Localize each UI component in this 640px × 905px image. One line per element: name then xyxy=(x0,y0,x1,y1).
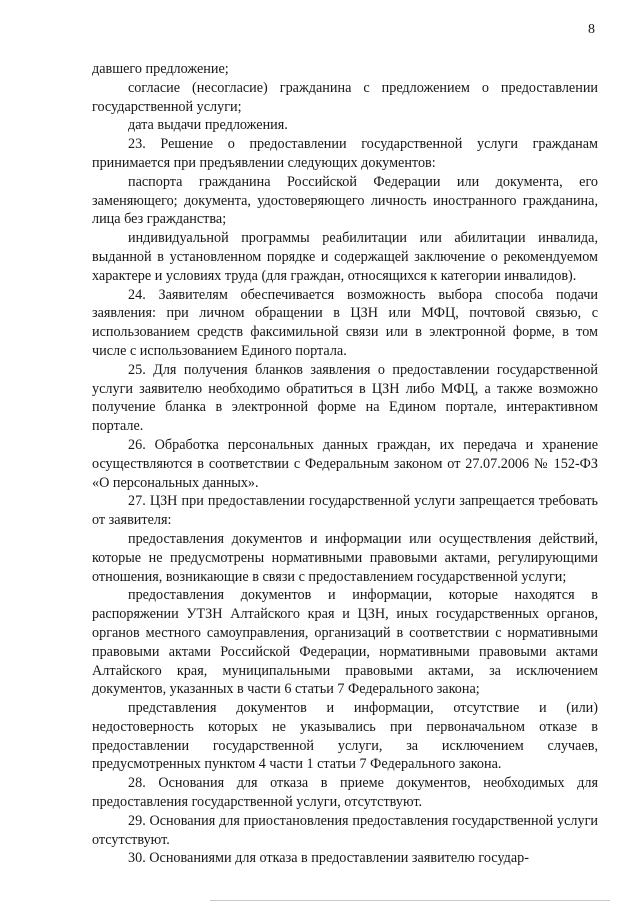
paragraph-27: 27. ЦЗН при предоставлении государственной услуги запрещается требовать от заявителя: xyxy=(92,493,598,529)
paragraph-24: 24. Заявителям обеспечивается возможность выбора способа подачи заявления: при личном обращении в ЦЗН или МФЦ, почтовой связью, с использованием средств факсимильной связи или в электронной форме, в том числе с использованием Единого портала. xyxy=(92,286,598,359)
paragraph-29: 29. Основания для приостановления предоставления государственной услуги отсутствуют. xyxy=(92,812,598,848)
paragraph-23: 23. Решение о предоставлении государственной услуги гражданам принимается при предъявлении следующих документов: xyxy=(92,136,598,171)
paragraph-offer-date: дата выдачи предложения. xyxy=(128,117,288,134)
paragraph-28: 28. Основания для отказа в приеме документов, необходимых для предоставления государственной услуги, отсутствуют. xyxy=(92,775,598,811)
paragraph-30: 30. Основаниями для отказа в предоставлении заявителю государ- xyxy=(128,850,529,867)
paragraph-27-actions: предоставления документов и информации или осуществления действий, которые не предусмотрены нормативными правовыми актами, регулирующими отношения, возникающие в связи с предоставлением государственной услуги; xyxy=(92,530,598,585)
paragraph-passport: паспорта гражданина Российской Федерации или документа, его заменяющего; документа, удостоверяющего личность иностранного гражданина, лица без гражданства; xyxy=(92,173,598,228)
paragraph-offer-author: давшего предложение; xyxy=(92,61,229,77)
paragraph-27-missing: представления документов и информации, отсутствие и (или) недостоверность которых не указывались при первоначальном отказе в предоставлении государственной услуги, за исключением случаев, предусмотренных пунктом 4 части 1 статьи 7 Федерального закона. xyxy=(92,700,598,773)
paragraph-rehab-program: индивидуальной программы реабилитации или абилитации инвалида, выданной в установленном порядке и содержащей заключение о рекомендуемом характере и условиях труда (для граждан, относящихся к категории инвалидов). xyxy=(92,230,598,284)
paragraph-25: 25. Для получения бланков заявления о предоставлении государственной услуги заявителю необходимо обратиться в ЦЗН либо МФЦ, а также возможно получение бланка в электронной форме на Едином портале, интерактивном портале. xyxy=(92,361,598,435)
page-number: 8 xyxy=(588,22,595,37)
paragraph-27-documents: предоставления документов и информации, которые находятся в распоряжении УТЗН Алтайского края и ЦЗН, иных государственных органов, органов местного самоуправления, организаций в соответствии с нормативными правовыми актами Российской Федерации, нормативными правовыми актами Алтайского края, муниципальными правовыми актами, за исключением документов, указанных в части 6 статьи 7 Федерального закона; xyxy=(92,587,598,698)
paragraph-26: 26. Обработка персональных данных граждан, их передача и хранение осуществляются в соответствии с Федеральным законом от 27.07.2006 № 152-ФЗ «О персональных данных». xyxy=(92,436,598,491)
paragraph-consent: согласие (несогласие) гражданина с предложением о предоставлении государственной услуги; xyxy=(92,79,598,115)
document-body xyxy=(92,60,598,868)
scan-edge-line xyxy=(210,900,610,901)
